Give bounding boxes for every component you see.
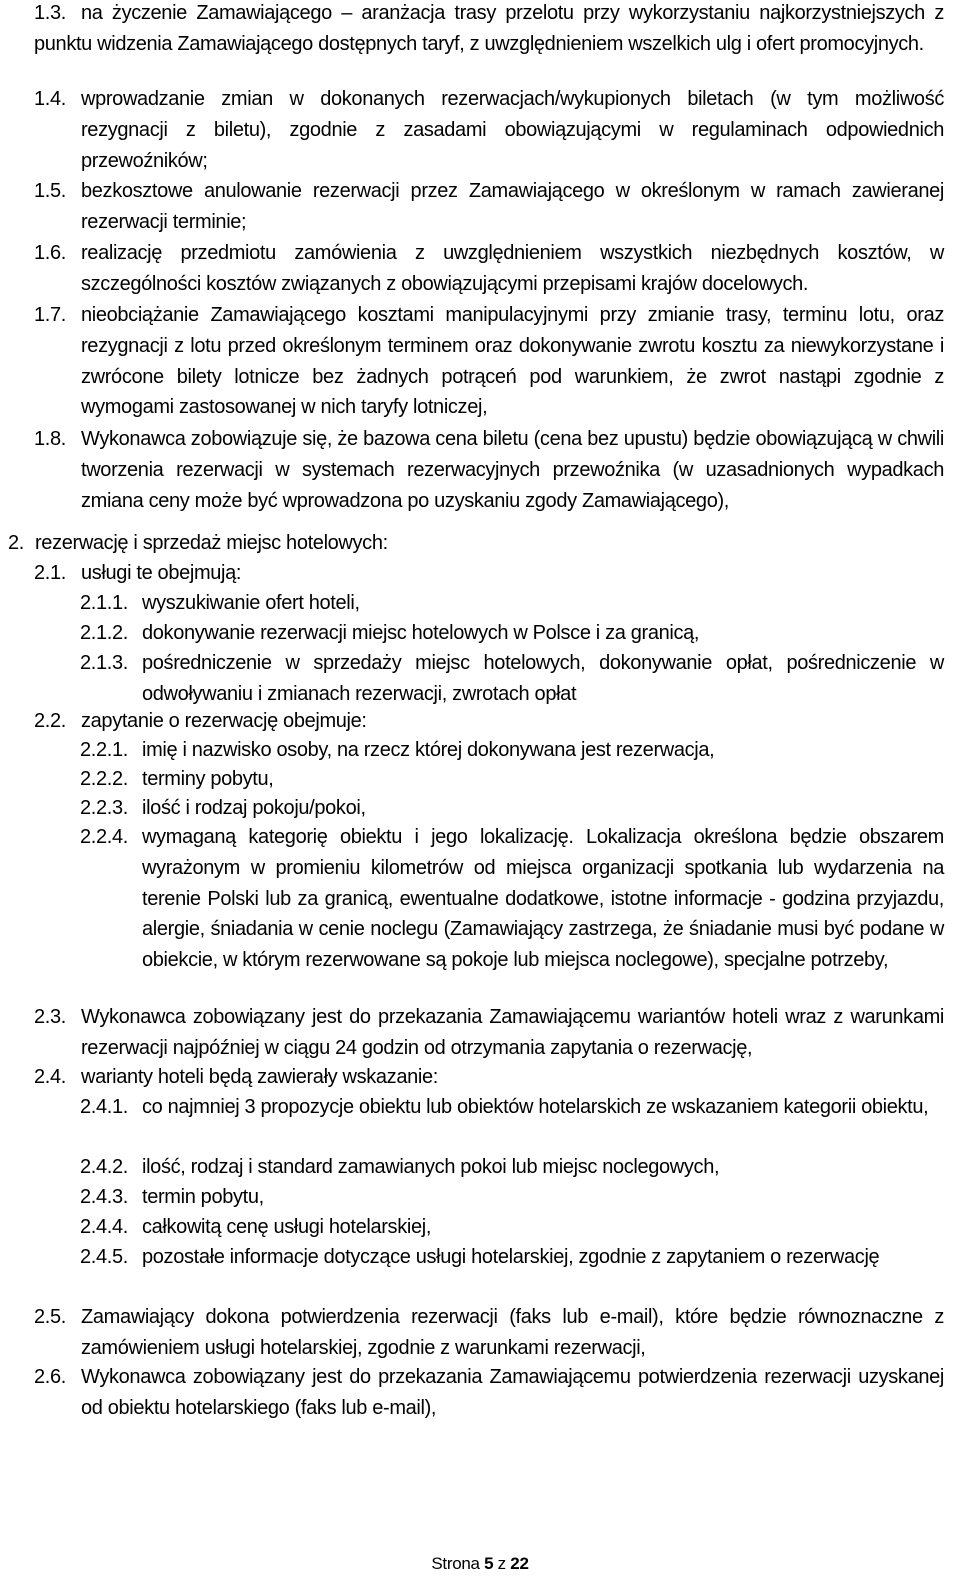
item-text: bezkosztowe anulowanie rezerwacji przez Zamawiającego w określonym w ramach zawieranej rezerwacji terminie; xyxy=(81,180,944,233)
item-number: 1.6. xyxy=(34,242,66,264)
list-item-2-2-4 xyxy=(80,822,944,976)
list-item-2-1-1 xyxy=(80,588,944,619)
item-number: 2.4.4. xyxy=(80,1216,128,1238)
list-item-2-1-2 xyxy=(80,618,944,649)
list-item-2 xyxy=(8,528,944,559)
item-number: 2.2. xyxy=(34,710,66,732)
item-number: 2.1.3. xyxy=(80,652,128,674)
item-text: terminy pobytu, xyxy=(142,768,274,790)
list-item-2-1 xyxy=(34,558,944,589)
item-text: wymaganą kategorię obiektu i jego lokalizację. Lokalizacja określona będzie obszarem wyrażonym w promieniu kilometrów od miejsca organizacji spotkania lub wydarzenia na terenie Polski lub za granicą, ewentualne dodatkowe, istotne informacje - godzina przyjazdu, alergie, śniadania w cenie noclegu (Zamawiający zastrzega, że śniadanie musi być podane w obiekcie, w którym rezerwowane są pokoje lub miejsca noclegowe), specjalne potrzeby, xyxy=(142,826,944,972)
list-item-1-5 xyxy=(34,176,944,238)
item-number: 2.2.1. xyxy=(80,739,128,761)
item-number: 2. xyxy=(8,532,24,554)
item-text: ilość i rodzaj pokoju/pokoi, xyxy=(142,797,366,819)
list-item-1-7 xyxy=(34,300,944,423)
list-item-1-3 xyxy=(34,0,944,60)
item-text: wprowadzanie zmian w dokonanych rezerwacjach/wykupionych biletach (w tym możliwość rezygnacji z biletu), zgodnie z zasadami obowiązującymi w regulaminach odpowiednich przewoźników; xyxy=(81,88,944,172)
item-text: wyszukiwanie ofert hoteli, xyxy=(142,592,360,614)
footer-page-number: 5 xyxy=(484,1554,494,1573)
item-number: 2.6. xyxy=(34,1366,66,1388)
page-footer xyxy=(0,1554,960,1574)
item-text: nieobciążanie Zamawiającego kosztami manipulacyjnymi przy zmianie trasy, terminu lotu, oraz rezygnacji z lotu przed określonym terminem oraz dokonywanie zwrotu kosztu za niewykorzystane i zwrócone bilety lotnicze bez żadnych potrąceń pod warunkiem, że zwrot nastąpi zgodnie z wymogami zastosowanej w nich taryfy lotniczej, xyxy=(81,304,944,419)
item-number: 2.4.1. xyxy=(80,1096,128,1118)
item-number: 2.1.1. xyxy=(80,592,128,614)
list-item-2-4 xyxy=(34,1062,944,1093)
item-text: Wykonawca zobowiązany jest do przekazania Zamawiającemu wariantów hoteli wraz z warunkami rezerwacji najpóźniej w ciągu 24 godzin od otrzymania zapytania o rezerwację, xyxy=(81,1006,944,1059)
item-number: 1.7. xyxy=(34,304,66,326)
item-number: 2.2.3. xyxy=(80,797,128,819)
item-text: dokonywanie rezerwacji miejsc hotelowych w Polsce i za granicą, xyxy=(142,622,700,644)
item-text: ilość, rodzaj i standard zamawianych pokoi lub miejsc noclegowych, xyxy=(142,1156,720,1178)
list-item-2-2 xyxy=(34,706,944,737)
list-item-2-4-2 xyxy=(80,1152,944,1183)
item-text: usługi te obejmują: xyxy=(81,562,242,584)
item-text: warianty hoteli będą zawierały wskazanie: xyxy=(81,1066,438,1088)
item-number: 2.2.2. xyxy=(80,768,128,790)
item-text: Wykonawca zobowiązany jest do przekazania Zamawiającemu potwierdzenia rezerwacji uzyskanej od obiektu hotelarskiego (faks lub e-mail), xyxy=(81,1366,944,1419)
item-text: Zamawiający dokona potwierdzenia rezerwacji (faks lub e-mail), które będzie równoznaczne z zamówieniem usługi hotelarskiej, zgodnie z warunkami rezerwacji, xyxy=(81,1306,944,1359)
footer-separator: z xyxy=(493,1554,511,1573)
list-item-2-2-2 xyxy=(80,764,944,795)
item-number: 1.8. xyxy=(34,428,66,450)
item-number: 2.5. xyxy=(34,1306,66,1328)
list-item-2-4-3 xyxy=(80,1182,944,1213)
item-number: 2.4.3. xyxy=(80,1186,128,1208)
item-number: 1.5. xyxy=(34,180,66,202)
item-text: całkowitą cenę usługi hotelarskiej, xyxy=(142,1216,432,1238)
item-text: na życzenie Zamawiającego – aranżacja trasy przelotu przy wykorzystaniu najkorzystniejszych z punktu widzenia Zamawiającego dostępnych taryf, z uwzględnieniem wszelkich ulg i ofert promocyjnych. xyxy=(34,2,944,55)
list-item-2-2-3 xyxy=(80,793,944,824)
item-number: 2.3. xyxy=(34,1006,66,1028)
item-number: 2.2.4. xyxy=(80,826,128,848)
item-text: pozostałe informacje dotyczące usługi hotelarskiej, zgodnie z zapytaniem o rezerwację xyxy=(142,1246,880,1268)
footer-prefix: Strona xyxy=(431,1554,485,1573)
list-item-1-6 xyxy=(34,238,944,300)
item-text: Wykonawca zobowiązuje się, że bazowa cena biletu (cena bez upustu) będzie obowiązującą w chwili tworzenia rezerwacji w systemach rezerwacyjnych przewoźnika (w uzasadnionych wypadkach zmiana ceny może być wprowadzona po uzyskaniu zgody Zamawiającego), xyxy=(81,428,944,512)
item-text: co najmniej 3 propozycje obiektu lub obiektów hotelarskich ze wskazaniem kategorii obiektu, xyxy=(142,1096,929,1118)
list-item-2-4-5 xyxy=(80,1242,944,1273)
list-item-2-3 xyxy=(34,1002,944,1064)
item-number: 2.4.2. xyxy=(80,1156,128,1178)
item-text: rezerwację i sprzedaż miejsc hotelowych: xyxy=(35,532,388,554)
list-item-2-2-1 xyxy=(80,735,944,766)
item-text: imię i nazwisko osoby, na rzecz której dokonywana jest rezerwacja, xyxy=(142,739,715,761)
footer-page-total: 22 xyxy=(510,1554,529,1573)
item-number: 2.4.5. xyxy=(80,1246,128,1268)
item-number: 2.1. xyxy=(34,562,66,584)
item-number: 1.4. xyxy=(34,88,66,110)
list-item-2-1-3 xyxy=(80,648,944,710)
item-text: termin pobytu, xyxy=(142,1186,264,1208)
list-item-2-4-1 xyxy=(80,1092,944,1123)
list-item-2-5 xyxy=(34,1302,944,1364)
item-text: realizację przedmiotu zamówienia z uwzględnieniem wszystkich niezbędnych kosztów, w szczególności kosztów związanych z obowiązującymi przepisami krajów docelowych. xyxy=(81,242,944,295)
list-item-1-8 xyxy=(34,424,944,516)
item-number: 1.3. xyxy=(34,2,66,24)
item-text: zapytanie o rezerwację obejmuje: xyxy=(81,710,367,732)
item-text: pośredniczenie w sprzedaży miejsc hotelowych, dokonywanie opłat, pośredniczenie w odwoływaniu i zmianach rezerwacji, zwrotach opłat xyxy=(142,652,944,705)
item-number: 2.1.2. xyxy=(80,622,128,644)
list-item-1-4 xyxy=(34,84,944,176)
list-item-2-4-4 xyxy=(80,1212,944,1243)
list-item-2-6 xyxy=(34,1362,944,1424)
item-number: 2.4. xyxy=(34,1066,66,1088)
